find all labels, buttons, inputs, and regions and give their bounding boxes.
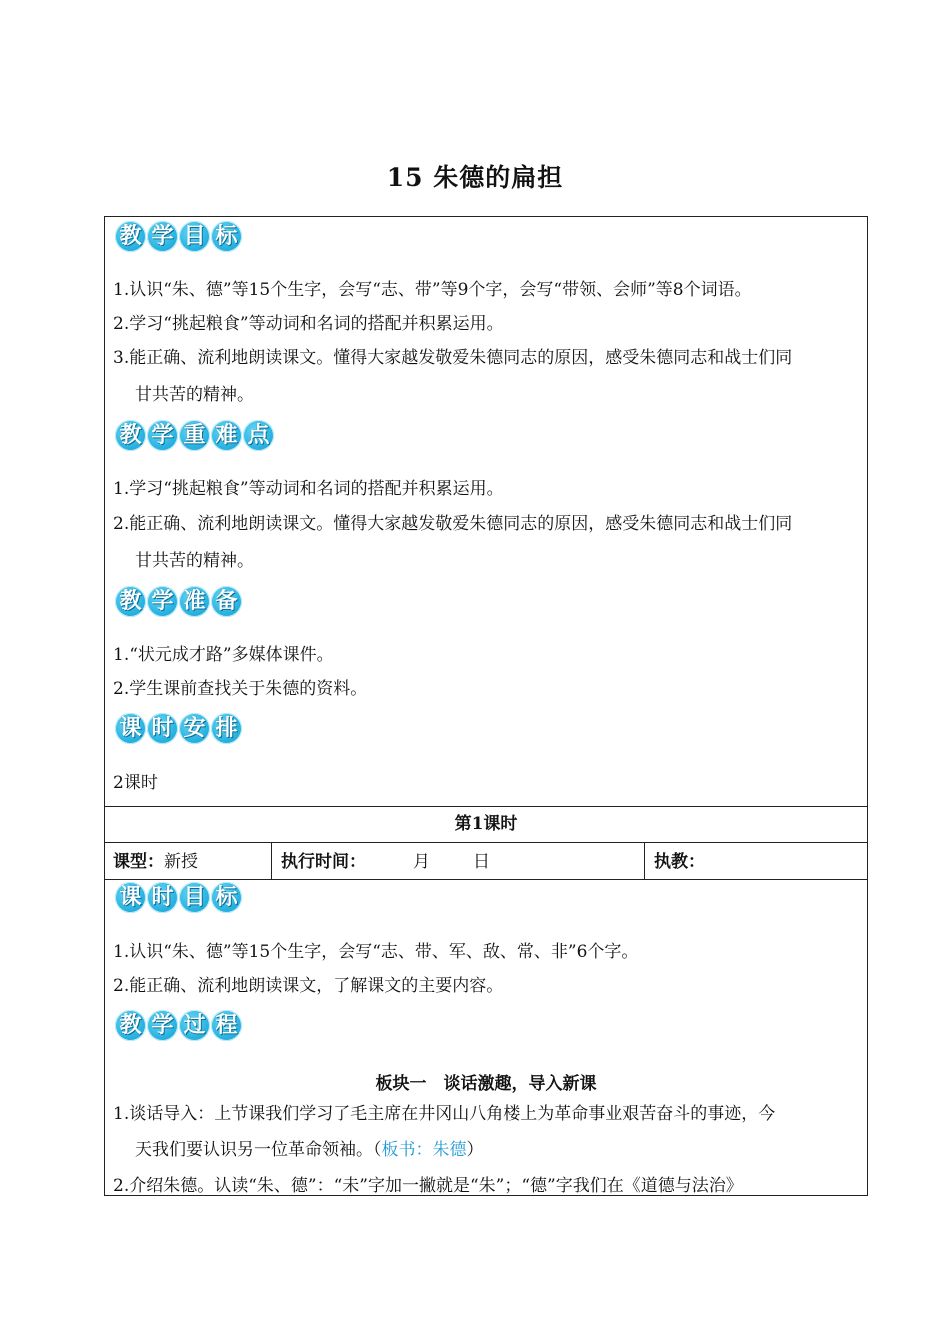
process-paragraph	[135, 1139, 484, 1161]
badge-char: 时	[147, 882, 178, 913]
process-paragraph: 2.介绍朱德。认读“朱、德”：“未”字加一撇就是“朱”；“德”字我们在《道德与法治》	[113, 1176, 743, 1196]
lesson-goals-badge	[115, 882, 242, 913]
lesson-type-label: 课型：	[113, 852, 164, 872]
badge-char: 教	[115, 1010, 146, 1041]
paragraph-text: 天我们要认识另一位革命领袖。（	[135, 1140, 382, 1160]
badge-char: 教	[115, 586, 146, 617]
day-label: 日	[473, 852, 490, 872]
block-title: 板块一 谈话激趣，导入新课	[375, 1074, 597, 1094]
badge-char: 安	[179, 713, 210, 744]
badge-char: 教	[115, 221, 146, 252]
badge-char: 课	[115, 882, 146, 913]
badge-char: 时	[147, 713, 178, 744]
page-title: 15 朱德的扁担	[386, 163, 564, 192]
objective-item: 甘共苦的精神。	[135, 385, 254, 405]
teacher-label: 执教：	[654, 852, 705, 872]
execution-time	[281, 847, 366, 872]
badge-char: 备	[211, 586, 242, 617]
badge-char: 点	[243, 420, 274, 451]
badge-char: 目	[179, 882, 210, 913]
divider	[105, 879, 867, 880]
objective-item: 2.学习“挑起粮食”等动词和名词的搭配并积累运用。	[113, 314, 504, 334]
badge-char: 学	[147, 420, 178, 451]
lesson-goal-item: 2.能正确、流利地朗读课文，了解课文的主要内容。	[113, 976, 504, 996]
schedule-badge	[115, 713, 242, 744]
badge-char: 准	[179, 586, 210, 617]
key-point-item: 2.能正确、流利地朗读课文。懂得大家越发敬爱朱德同志的原因，感受朱德同志和战士们同	[113, 514, 793, 534]
badge-char: 学	[147, 586, 178, 617]
badge-char: 重	[179, 420, 210, 451]
badge-char: 排	[211, 713, 242, 744]
divider	[644, 842, 645, 879]
badge-char: 学	[147, 221, 178, 252]
lesson-type	[113, 847, 198, 872]
key-point-item: 1.学习“挑起粮食”等动词和名词的搭配并积累运用。	[113, 479, 504, 499]
teacher	[654, 847, 705, 872]
schedule-text: 2课时	[113, 773, 158, 793]
key-point-item: 甘共苦的精神。	[135, 551, 254, 571]
divider	[105, 842, 867, 843]
execution-time-label: 执行时间：	[281, 852, 366, 872]
lesson-plan-table	[104, 216, 868, 1196]
lesson-type-value: 新授	[164, 852, 198, 872]
badge-char: 程	[211, 1010, 242, 1041]
preparation-item: 2.学生课前查找关于朱德的资料。	[113, 679, 368, 699]
lesson-heading: 第1课时	[454, 814, 518, 834]
badge-char: 过	[179, 1010, 210, 1041]
badge-char: 教	[115, 420, 146, 451]
key-points-badge	[115, 420, 274, 451]
process-badge	[115, 1010, 242, 1041]
objective-item: 3.能正确、流利地朗读课文。懂得大家越发敬爱朱德同志的原因，感受朱德同志和战士们同	[113, 348, 793, 368]
preparation-badge	[115, 586, 242, 617]
objectives-badge	[115, 221, 242, 252]
process-paragraph: 1.谈话导入：上节课我们学习了毛主席在井冈山八角楼上为革命事业艰苦奋斗的事迹，今	[113, 1104, 776, 1124]
badge-char: 标	[211, 221, 242, 252]
objective-item: 1.认识“朱、德”等15个生字，会写“志、带”等9个字，会写“带领、会师”等8个词语。	[113, 280, 752, 300]
divider	[271, 842, 272, 879]
board-writing-note: 板书：朱德	[381, 1140, 467, 1160]
badge-char: 目	[179, 221, 210, 252]
divider	[105, 806, 867, 807]
month-label: 月	[413, 852, 430, 872]
badge-char: 学	[147, 1010, 178, 1041]
preparation-item: 1.“状元成才路”多媒体课件。	[113, 645, 334, 665]
badge-char: 课	[115, 713, 146, 744]
badge-char: 难	[211, 420, 242, 451]
lesson-goal-item: 1.认识“朱、德”等15个生字，会写“志、带、军、敌、常、非”6个字。	[113, 942, 639, 962]
paragraph-text: ）	[466, 1140, 484, 1160]
badge-char: 标	[211, 882, 242, 913]
